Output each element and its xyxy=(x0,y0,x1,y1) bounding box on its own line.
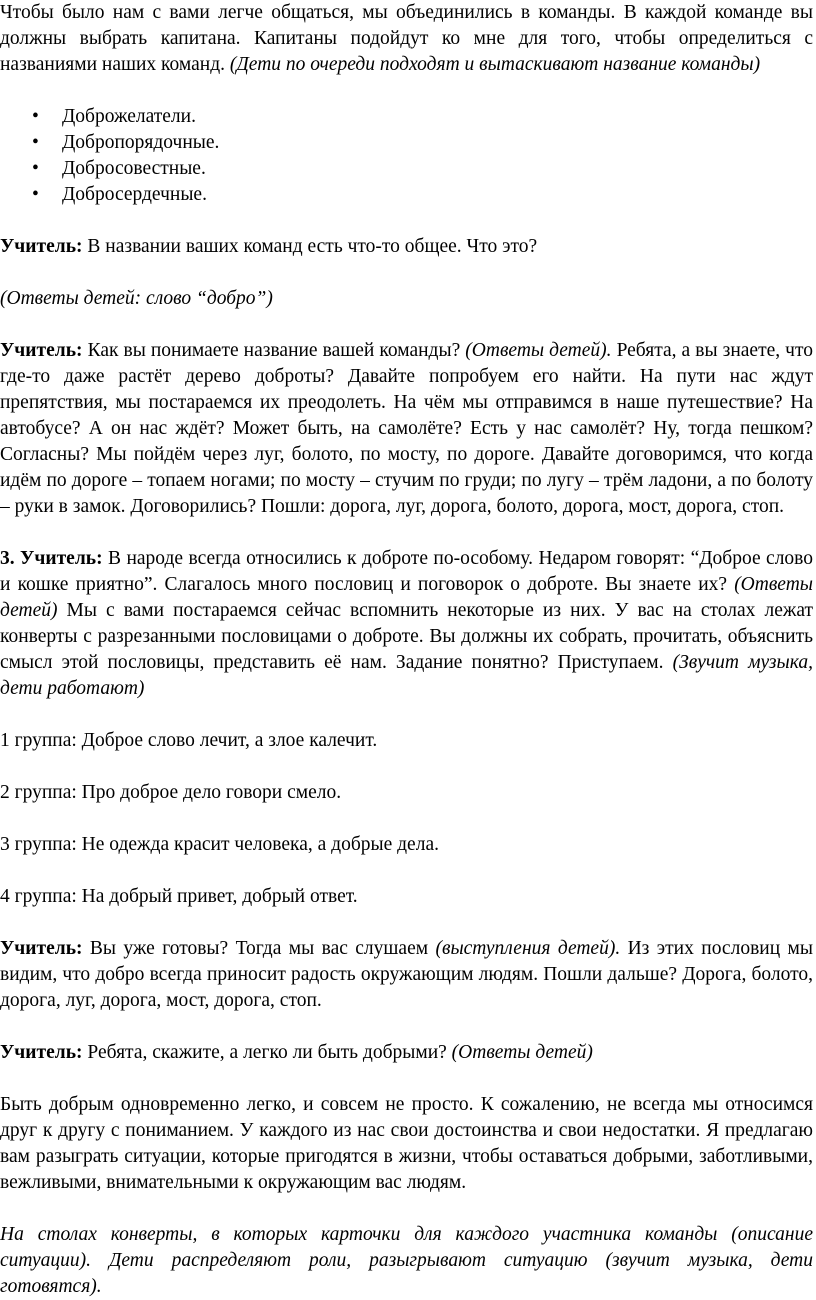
children-answer-1 xyxy=(0,286,813,312)
speaker-label: 3. Учитель: xyxy=(0,548,103,569)
speaker-label: Учитель: xyxy=(0,236,83,257)
list-item: • Добропорядочные. xyxy=(62,130,813,156)
group-proverb-4: 4 группа: На добрый привет, добрый ответ. xyxy=(0,886,358,907)
stage-direction: (Ответы детей). xyxy=(465,340,612,361)
kindness-paragraph: Быть добрым одновременно легко, и совсем не просто. К сожалению, не всегда мы относимся друг к другу с пониманием. У каждого из нас свои достоинства и свои недостатки. Я предлагаю вам разыграть ситуации, которые пригодятся в жизни, чтобы оставаться добрыми, заботливыми, вежливыми, внимательными к окружающим вас людям. xyxy=(0,1094,813,1193)
group-proverb-2: 2 группа: Про доброе дело говори смело. xyxy=(0,782,342,803)
question-text: В названии ваших команд есть что-то общее. Что это? xyxy=(82,236,538,257)
stage-direction: (выступления детей). xyxy=(435,938,621,959)
question-text: Ребята, скажите, а легко ли быть добрыми? xyxy=(82,1042,452,1063)
stage-direction: (Звучит музыка, дети работают) xyxy=(0,652,813,699)
speaker-label: Учитель: xyxy=(0,1042,83,1063)
paragraph-text: Из этих пословиц мы видим, что добро всегда приносит радость окружающим людям. Пошли дальше? Дорога, болото, дорога, луг, дорога, мост, дорога, стоп. xyxy=(0,938,813,1011)
stage-direction: (Ответы детей) xyxy=(0,574,813,621)
teacher-paragraph-2 xyxy=(0,338,813,520)
teacher-question-5 xyxy=(0,1040,813,1066)
paragraph-text: В народе всегда относились к доброте по-особому. Недаром говорят: “Доброе слово и кошке приятно”. Слагалось много пословиц и поговорок о доброте. Вы знаете их? xyxy=(0,548,813,595)
list-item: • Добросердечные. xyxy=(62,182,813,208)
paragraph-text: Как вы понимаете название вашей команды? xyxy=(82,340,466,361)
list-item: • Добросовестные. xyxy=(62,156,813,182)
intro-stage-direction: (Дети по очереди подходят и вытаскивают название команды) xyxy=(229,54,761,75)
answer-text: (Ответы детей: слово “добро”) xyxy=(0,288,273,309)
speaker-label: Учитель: xyxy=(0,340,83,361)
stage-direction: На столах конверты, в которых карточки для каждого участника команды (описание ситуации). Дети распределяют роли, разыгрывают ситуацию (звучит музыка, дети готовятся). xyxy=(0,1224,813,1297)
teacher-question-1 xyxy=(0,234,813,260)
paragraph-text: Мы с вами постараемся сейчас вспомнить некоторые из них. У вас на столах лежат конверты с разрезанными пословицами о доброте. Вы должны их собрать, прочитать, объяснить смысл этой пословицы, представить её нам. Задание понятно? Приступаем. xyxy=(0,600,813,673)
teacher-paragraph-4 xyxy=(0,936,813,1014)
paragraph-text: Ребята, а вы знаете, что где-то даже растёт дерево доброты? Давайте попробуем его найти. На пути нас ждут препятствия, мы постараемся их преодолеть. На чём мы отправимся в наше путешествие? На автобусе? А он нас ждёт? Может быть, на самолёте? Есть у нас самолёт? Ну, тогда пешком? Согласны? Мы пойдём через луг, болото, по мосту, по дороге. Давайте договоримся, что когда идём по дороге – топаем ногами; по мосту – стучим по груди; по лугу – трём ладони, а по болоту – руки в замок. Договорились? Пошли: дорога, луг, дорога, болото, дорога, мост, дорога, стоп. xyxy=(0,340,813,517)
intro-paragraph xyxy=(0,0,813,78)
final-instructions xyxy=(0,1222,813,1300)
group-proverb-3: 3 группа: Не одежда красит человека, а добрые дела. xyxy=(0,834,439,855)
intro-text: Чтобы было нам с вами легче общаться, мы объединились в команды. В каждой команде вы должны выбрать капитана. Капитаны подойдут ко мне для того, чтобы определиться с названиями наших команд. xyxy=(0,2,813,75)
group-proverb-1: 1 группа: Доброе слово лечит, а злое калечит. xyxy=(0,730,378,751)
team-list xyxy=(0,104,813,208)
stage-direction: (Ответы детей) xyxy=(451,1042,593,1063)
speaker-label: Учитель: xyxy=(0,938,83,959)
list-item: • Доброжелатели. xyxy=(62,104,813,130)
teacher-paragraph-3 xyxy=(0,546,813,702)
paragraph-text: Вы уже готовы? Тогда мы вас слушаем xyxy=(82,938,436,959)
